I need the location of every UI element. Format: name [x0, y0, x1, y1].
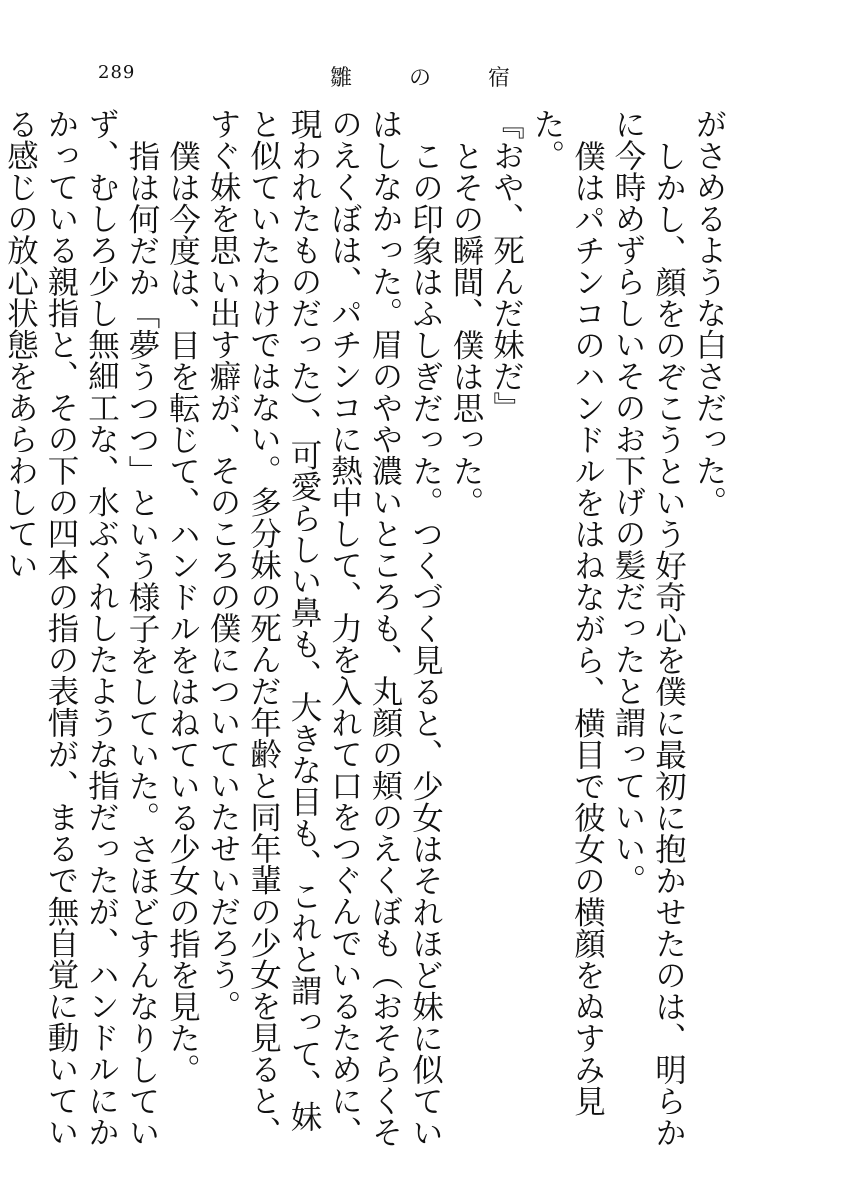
paragraph: 僕は今度は、目を転じて、ハンドルをはねている少女の指を見た。 [164, 139, 201, 1085]
paragraph: がさめるような白さだった。 [691, 108, 727, 518]
paragraph: とその瞬間、僕は思った。 [448, 139, 484, 518]
quoted-thought: 『おや、死んだ妹だ』 [488, 108, 525, 423]
running-head-title [330, 56, 510, 96]
paragraph: 僕はパチンコのハンドルをはねながら、横目で彼女の横顔をぬすみ見た。 [529, 108, 606, 1116]
title-char: の [408, 65, 431, 91]
paragraph: この印象はふしぎだった。つくづく見ると、少女はそれほど妹に似ていはしなかった。眉のやや濃いところも、丸顔の頬のえくぼも（おそらくそのえくぼは、パチンコに熱中して、力を入れて口をつぐんでいるために、現われたものだった）、可愛らしい鼻も、大きな目も、これと謂って、妹と似ていたわけではない。多分妹の死んだ年齢と同年輩の少女を見ると、すぐ妹を思い出す癖が、そのころの僕についていたせいだろう。 [205, 108, 444, 1148]
vertical-body-text [2, 108, 729, 1150]
title-char: 宿 [487, 65, 510, 91]
paragraph: しかし、顔をのぞこうという好奇心を僕に最初に抱かせたのは、明らかに今時めずらしいそのお下げの髪だったと謂っていい。 [610, 108, 687, 1148]
title-char: 雛 [330, 65, 353, 91]
paragraph: 指は何だか「夢うつつ」という様子をしていた。さほどすんなりしていず、むしろ少し無細工な、水ぶくれしたような指だったが、ハンドルにかかっている親指と、その下の四本の指の表情が、まるで無自覚に動いている感じの放心状態をあらわしてい [2, 108, 160, 1148]
page-number: 289 [98, 62, 136, 83]
